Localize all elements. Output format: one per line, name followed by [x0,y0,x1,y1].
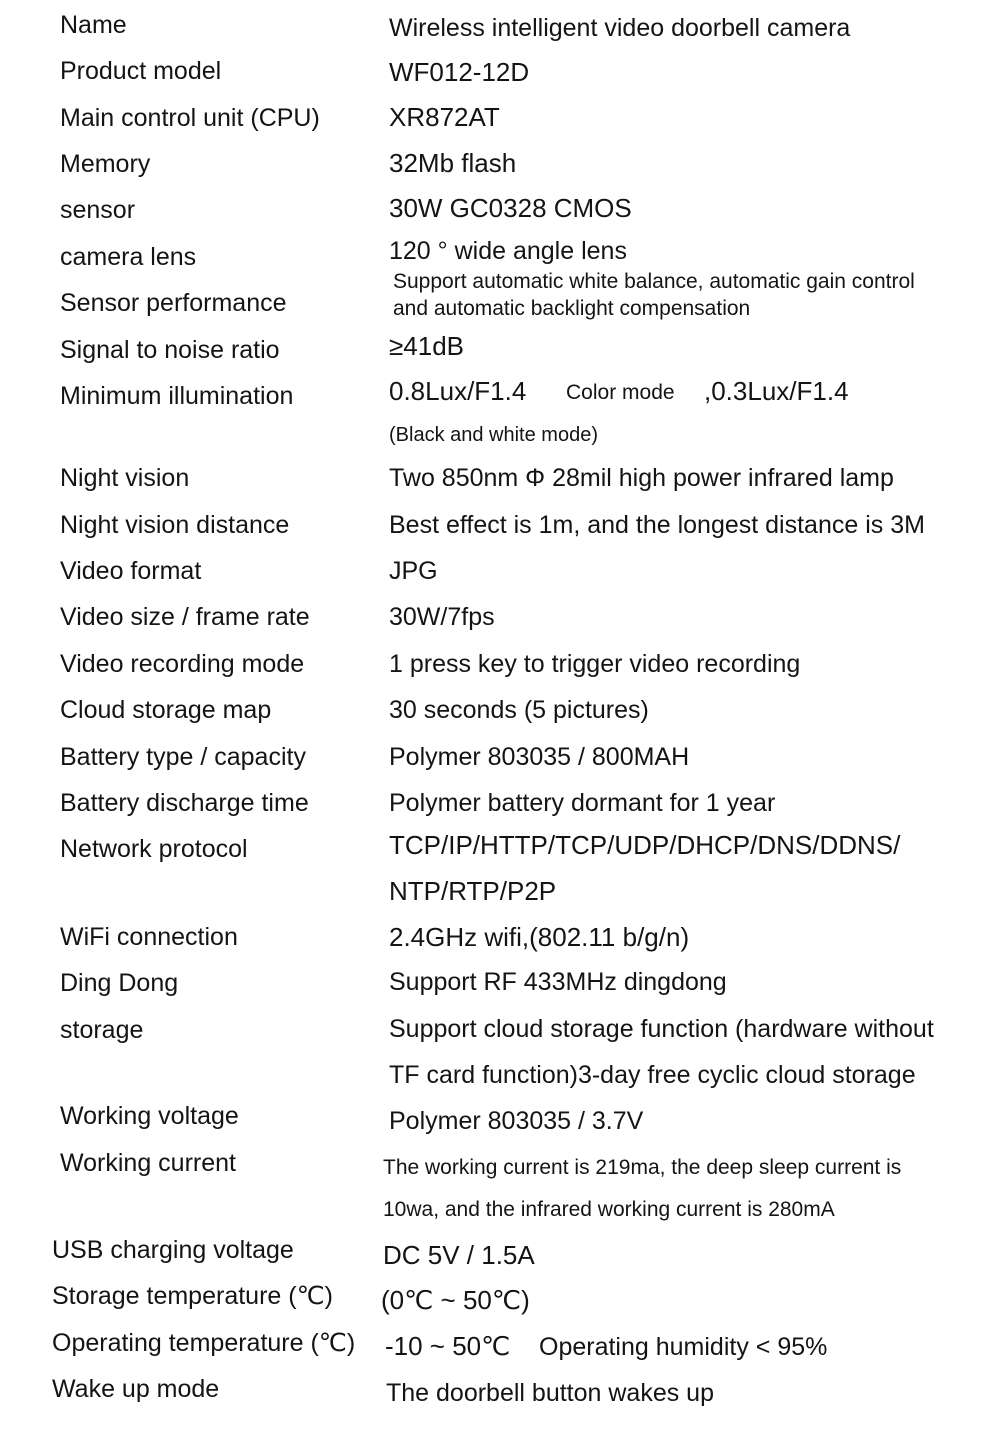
spec-value-sensor-performance-line2: and automatic backlight compensation [393,297,751,320]
spec-label-storage-temp: Storage temperature (℃) [52,1282,333,1310]
spec-label-sensor-performance: Sensor performance [60,289,287,317]
spec-label-wifi: WiFi connection [60,923,238,951]
spec-value-night-vision: Two 850nm Φ 28mil high power infrared lamp [389,464,894,492]
spec-value-min-illumination-color-mode: Color mode [566,381,675,404]
spec-value-memory: 32Mb flash [389,148,517,178]
spec-label-memory: Memory [60,150,151,178]
spec-value-operating-humidity: Operating humidity < 95% [539,1333,828,1361]
spec-value-storage-line2: TF card function)3-day free cyclic cloud storage [389,1061,916,1089]
spec-label-ding-dong: Ding Dong [60,969,179,997]
spec-value-camera-lens: 120 ° wide angle lens [389,237,627,265]
spec-value-video-size: 30W/7fps [389,603,495,631]
spec-label-storage: storage [60,1016,144,1044]
spec-value-working-current-line1: The working current is 219ma, the deep sleep current is [383,1156,902,1179]
spec-label-camera-lens: camera lens [60,243,197,271]
spec-value-cloud-storage-map: 30 seconds (5 pictures) [389,696,649,724]
spec-value-battery-discharge: Polymer battery dormant for 1 year [389,789,776,817]
spec-value-name: Wireless intelligent video doorbell camera [389,14,851,42]
spec-value-min-illumination-bw-mode: (Black and white mode) [389,424,598,446]
spec-label-battery-type: Battery type / capacity [60,743,306,771]
spec-value-min-illumination-bw: ,0.3Lux/F1.4 [704,376,849,406]
spec-value-video-recording-mode: 1 press key to trigger video recording [389,650,801,678]
spec-label-video-size: Video size / frame rate [60,603,310,631]
spec-value-cpu: XR872AT [389,102,500,132]
spec-value-working-voltage: Polymer 803035 / 3.7V [389,1107,644,1135]
spec-value-working-current-line2: 10wa, and the infrared working current is 280mA [383,1198,835,1221]
spec-label-product-model: Product model [60,57,222,85]
spec-label-night-vision: Night vision [60,464,190,492]
spec-label-night-vision-distance: Night vision distance [60,511,290,539]
spec-label-usb-charging: USB charging voltage [52,1236,294,1264]
spec-value-network-protocol-line2: NTP/RTP/P2P [389,876,557,906]
spec-value-usb-charging: DC 5V / 1.5A [383,1240,535,1270]
spec-label-min-illumination: Minimum illumination [60,382,294,410]
spec-value-video-format: JPG [389,557,438,585]
spec-label-sensor: sensor [60,196,136,224]
spec-value-ding-dong: Support RF 433MHz dingdong [389,968,727,996]
spec-value-sensor-performance-line1: Support automatic white balance, automatic gain control [393,270,915,293]
spec-label-operating-temp: Operating temperature (℃) [52,1329,356,1357]
spec-value-storage-line1: Support cloud storage function (hardware without [389,1015,934,1043]
spec-value-battery-type: Polymer 803035 / 800MAH [389,743,690,771]
spec-label-working-voltage: Working voltage [60,1102,239,1130]
spec-value-operating-temp: -10 ~ 50℃ [385,1331,511,1361]
spec-value-network-protocol-line1: TCP/IP/HTTP/TCP/UDP/DHCP/DNS/DDNS/ [389,830,901,860]
spec-label-network-protocol: Network protocol [60,835,248,863]
spec-label-video-recording-mode: Video recording mode [60,650,305,678]
spec-label-wake-up: Wake up mode [52,1375,220,1403]
spec-label-working-current: Working current [60,1149,236,1177]
spec-value-night-vision-distance: Best effect is 1m, and the longest distance is 3M [389,511,925,539]
spec-label-cloud-storage-map: Cloud storage map [60,696,272,724]
spec-value-min-illumination-color: 0.8Lux/F1.4 [389,376,527,406]
spec-value-product-model: WF012-12D [389,57,530,87]
spec-label-snr: Signal to noise ratio [60,336,280,364]
spec-label-name: Name [60,11,127,39]
spec-value-sensor: 30W GC0328 CMOS [389,193,632,223]
spec-value-wifi: 2.4GHz wifi,(802.11 b/g/n) [389,922,690,952]
spec-value-storage-temp: (0℃ ~ 50℃) [381,1285,530,1315]
spec-label-battery-discharge: Battery discharge time [60,789,309,817]
spec-value-wake-up: The doorbell button wakes up [386,1379,714,1407]
spec-label-cpu: Main control unit (CPU) [60,104,320,132]
spec-value-snr: ≥41dB [389,331,464,361]
spec-label-video-format: Video format [60,557,202,585]
